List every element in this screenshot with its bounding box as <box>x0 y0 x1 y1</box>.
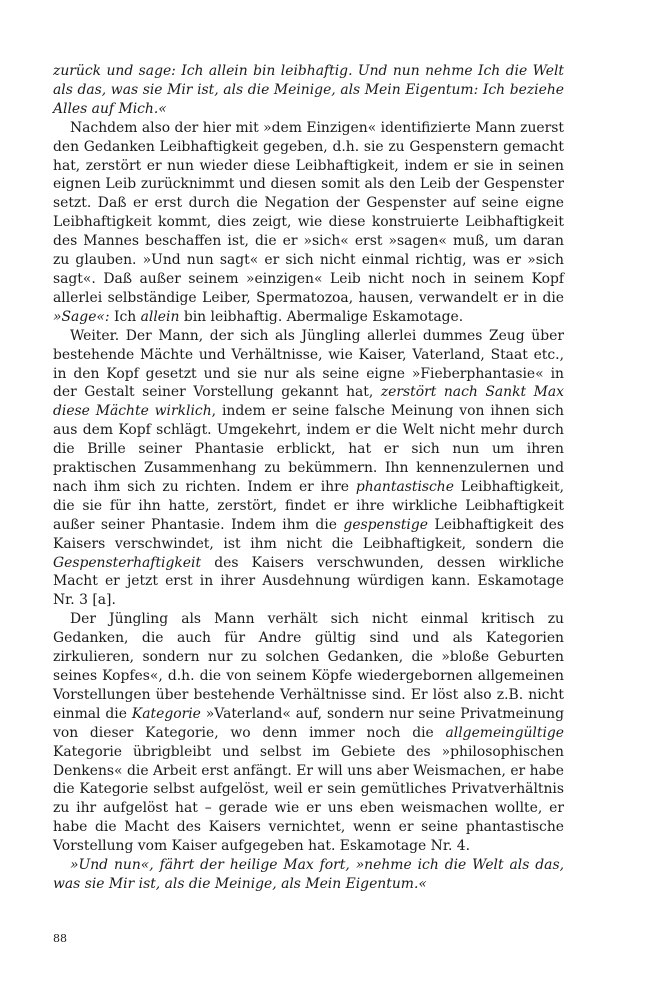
italic-text-run: zurück und sage: Ich allein bin leibhaftig. Und nun nehme Ich die Welt als das, was sie Mir ist, als die Meinige, als Mein Eigentum: Ich beziehe Alles auf Mich.« <box>53 63 564 117</box>
text-run: Ich <box>109 308 141 325</box>
paragraph <box>53 62 564 119</box>
italic-text-run: allgemeingültige <box>445 724 564 741</box>
italic-text-run: »Und nun«, fährt der heilige Max fort, »nehme ich die Welt als das, was sie Mir ist, als die Meinige, als Mein Eigentum.« <box>53 857 564 892</box>
text-run: Weiter. Der Mann, der sich als Jüngling allerlei dummes Zeug über bestehende Mächte und Verhältnisse, wie Kaiser, Vaterland, Staat etc., in den Kopf gesetzt und sie nur als seine eigne »Fieberphantasie« in der Gestalt seiner Vorstellung gekannt hat, <box>53 327 564 401</box>
page-number: 88 <box>53 932 67 945</box>
text-run: bin leibhaftig. Abermalige Eskamotage. <box>179 308 464 325</box>
paragraph <box>53 856 564 894</box>
paragraph <box>53 327 564 611</box>
paragraph <box>53 610 564 856</box>
text-run: des Kaisers verschwunden, dessen wirkliche Macht er jetzt erst in ihrer Ausdehnung würdigen kann. Eskamotage Nr. 3 [a]. <box>53 554 564 609</box>
text-run: , indem er seine falsche Meinung von ihnen sich aus dem Kopf schlägt. Umgekehrt, indem er die Welt nicht mehr durch die Brille seiner Phantasie erblickt, hat er sich nun um ihren praktischen Zusammenhang zu bekümmern. Ihn kennenzulernen und nach ihm sich zu richten. Indem er ihre <box>53 403 564 495</box>
italic-text-run: Kategorie <box>131 705 201 722</box>
text-run: Nachdem also der hier mit »dem Einzigen« identifizierte Mann zuerst den Gedanken Leibhaftigkeit gegeben, d.h. sie zu Gespenstern gemacht hat, zerstört er nun wieder diese Leibhaftigkeit, indem er sie in seinen eignen Leib zurücknimmt und diesen somit als den Leib der Gespenster setzt. Daß er erst durch die Negation der Gespenster auf seine eigne Leibhaftigkeit kommt, dies zeigt, wie diese konstruierte Leibhaftigkeit des Mannes beschaffen ist, die er »sich« erst »sagen« muß, um daran zu glauben. »Und nun sagt« er sich nicht einmal richtig, was er »sich sagt«. Daß außer seinem »einzigen« Leib nicht noch in seinem Kopf allerlei selbständige Leiber, Spermatozoa, hausen, verwandelt er in die <box>53 119 564 306</box>
text-run: Kategorie übrigbleibt und selbst im Gebiete des »philosophischen Denkens« die Arbeit erst anfängt. Er will uns aber Weismachen, er habe die Kategorie selbst aufgelöst, weil er sein gemütliches Privatverhältnis zu ihr aufgelöst hat – gerade wie er uns eben weismachen wollte, er habe die Macht des Kaisers vernichtet, wenn er seine phantastische Vorstellung vom Kaiser aufgegeben hat. Eskamotage Nr. 4. <box>53 743 564 855</box>
text-run: Der Jüngling als Mann verhält sich nicht einmal kritisch zu Gedanken, die auch für Andre gültig sind und als Kategorien zirkulieren, sondern nur zu solchen Gedanken, die »bloße Geburten seines Kopfes«, d.h. die von seinem Köpfe wiedergebornen allgemeinen Vorstellungen über bestehende Verhältnisse sind. Er löst also z.B. nicht einmal die <box>53 611 564 722</box>
italic-text-run: Gespensterhaftigkeit <box>53 554 202 571</box>
paragraph <box>53 119 564 327</box>
italic-text-run: gespenstige <box>343 516 428 533</box>
italic-text-run: allein <box>140 308 180 325</box>
text-run: Leibhaftigkeit, die sie für ihn hatte, zerstört, findet er ihre wirkliche Leibhaftigkeit außer seiner Phantasie. Indem ihm die <box>53 478 564 533</box>
italic-text-run: phantastische <box>355 478 454 495</box>
body-text <box>53 62 564 894</box>
text-run: »Vaterland« auf, sondern nur seine Privatmeinung von dieser Kategorie, wo denn immer noch die <box>53 705 564 741</box>
text-run: Leibhaftigkeit des Kaisers verschwindet, ist ihm nicht die Leibhaftigkeit, sondern die <box>53 516 564 552</box>
italic-text-run: zerstört nach Sankt Max diese Mächte wirklich <box>53 384 564 420</box>
italic-text-run: »Sage«: <box>53 308 110 325</box>
